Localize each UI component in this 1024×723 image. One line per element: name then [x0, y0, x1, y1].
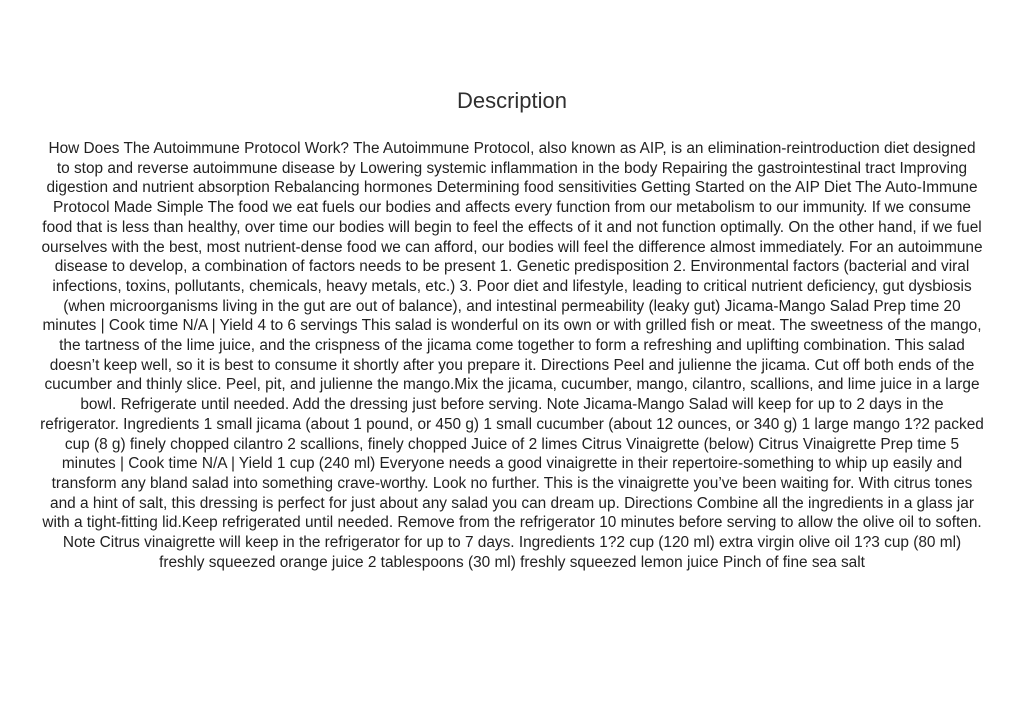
page-title: Description: [456, 88, 568, 113]
description-body: How Does The Autoimmune Protocol Work? The Autoimmune Protocol, also known as AIP, is an elimination-reintroduction diet designed to stop and reverse autoimmune disease by Lowering systemic inflammation in the body Repairing the gastrointestinal tract Improving digestion and nutrient absorption Rebalancing hormones Determining food sensitivities Getting Started on the AIP Diet The Auto-Immune Protocol Made Simple The food we eat fuels our bodies and affects every function from our metabolism to our immunity. If we consume food that is less than healthy, over time our bodies will begin to feel the effects of it and not function optimally. On the other hand, if we fuel ourselves with the best, most nutrient-dense food we can afford, our bodies will feel the difference almost immediately. For an autoimmune disease to develop, a combination of factors needs to be present 1. Genetic predisposition 2. Environmental factors (bacterial and viral infections, toxins, pollutants, chemicals, heavy metals, etc.) 3. Poor diet and lifestyle, leading to critical nutrient deficiency, gut dysbiosis (when microorganisms living in the gut are out of balance), and intestinal permeability (leaky gut) Jicama-Mango Salad Prep time 20 minutes | Cook time N/A | Yield 4 to 6 servings This salad is wonderful on its own or with grilled fish or meat. The sweetness of the mango, the tartness of the lime juice, and the crispness of the jicama come together to form a refreshing and uplifting combination. This salad doesn’t keep well, so it is best to consume it shortly after you prepare it. Directions Peel and julienne the jicama. Cut off both ends of the cucumber and thinly slice. Peel, pit, and julienne the mango.Mix the jicama, cucumber, mango, cilantro, scallions, and lime juice in a large bowl. Refrigerate until needed. Add the dressing just before serving. Note Jicama-Mango Salad will keep for up to 2 days in the refrigerator. Ingredients 1 small jicama (about 1 pound, or 450 g) 1 small cucumber (about 12 ounces, or 340 g) 1 large mango 1?2 packed cup (8 g) finely chopped cilantro 2 scallions, finely chopped Juice of 2 limes Citrus Vinaigrette (below) Citrus Vinaigrette Prep time 5 minutes | Cook time N/A | Yield 1 cup (240 ml) Everyone needs a good vinaigrette in their repertoire-something to whip up easily and transform any bland salad into something crave-worthy. Look no further. This is the vinaigrette you’ve been waiting for. With citrus tones and a hint of salt, this dressing is perfect for just about any salad you can dream up. Directions Combine all the ingredients in a glass jar with a tight-fitting lid.Keep refrigerated until needed. Remove from the refrigerator 10 minutes before serving to allow the olive oil to soften. Note Citrus vinaigrette will keep in the refrigerator for up to 7 days. Ingredients 1?2 cup (120 ml) extra virgin olive oil 1?3 cup (80 ml) freshly squeezed orange juice 2 tablespoons (30 ml) freshly squeezed lemon juice Pinch of fine sea salt: [40, 140, 984, 571]
